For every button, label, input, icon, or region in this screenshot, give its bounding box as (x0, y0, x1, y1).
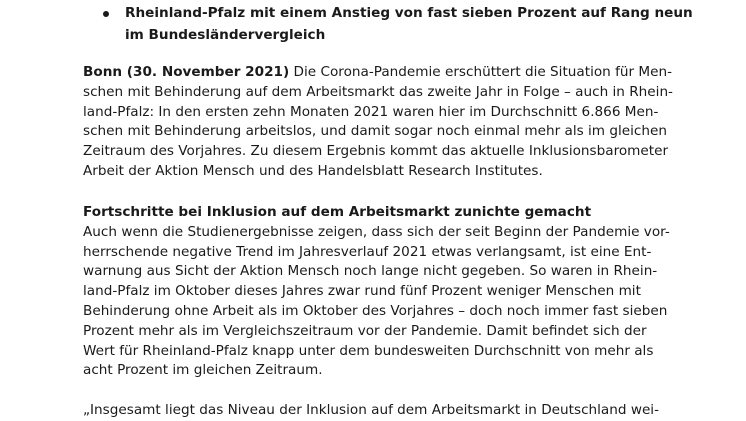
bullet-dot-icon (103, 11, 109, 17)
bullet-line: im Bundesländervergleich (125, 27, 326, 43)
section-line: Behinderung ohne Arbeit als im Oktober des Vorjahres – doch noch immer fast sieben (83, 302, 668, 319)
intro-line: schen mit Behinderung arbeitslos, und damit sogar noch einmal mehr als im gleichen (83, 123, 667, 140)
section-line: land-Pfalz im Oktober dieses Jahres zwar rund fünf Prozent weniger Menschen mit (83, 283, 641, 300)
intro-paragraph (83, 63, 673, 182)
section-line: herrschende negative Trend im Jahresverlauf 2021 etwas verlangsamt, ist eine Ent- (83, 243, 652, 260)
section-line: acht Prozent im gleichen Zeitraum. (83, 362, 323, 379)
section-line: Prozent mehr als im Vergleichszeitraum vor der Pandemie. Damit befindet sich der (83, 322, 647, 339)
quote-line: „Insgesamt liegt das Niveau der Inklusion auf dem Arbeitsmarkt in Deutschland wei- (83, 402, 659, 418)
section-line: Auch wenn die Studienergebnisse zeigen, dass sich der seit Beginn der Pandemie vor- (83, 223, 670, 240)
bullet-line: Rheinland-Pfalz mit einem Anstieg von fast sieben Prozent auf Rang neun (125, 5, 693, 21)
intro-line: schen mit Behinderung auf dem Arbeitsmarkt das zweite Jahr in Folge – auch in Rhein- (83, 83, 673, 100)
dateline: Bonn (30. November 2021) (83, 64, 290, 80)
intro-line (83, 63, 673, 83)
quote-paragraph (83, 401, 659, 421)
section-line: warnung aus Sicht der Aktion Mensch noch lange nicht gegeben. So waren in Rhein- (83, 263, 658, 280)
section-line: Wert für Rheinland-Pfalz knapp unter dem bundesweiten Durchschnitt von mehr als (83, 342, 654, 359)
section-heading: Fortschritte bei Inklusion auf dem Arbeitsmarkt zunichte gemacht (83, 204, 592, 220)
intro-line-text: Die Corona-Pandemie erschüttert die Situation für Men- (289, 64, 673, 80)
intro-line: land-Pfalz: In den ersten zehn Monaten 2021 waren hier im Durchschnitt 6.866 Men- (83, 103, 659, 120)
section-paragraph (83, 203, 670, 381)
intro-line: Zeitraum des Vorjahres. Zu diesem Ergebnis kommt das aktuelle Inklusionsbarometer (83, 143, 669, 160)
bullet-text (125, 2, 693, 46)
intro-line: Arbeit der Aktion Mensch und des Handelsblatt Research Institutes. (83, 162, 543, 179)
